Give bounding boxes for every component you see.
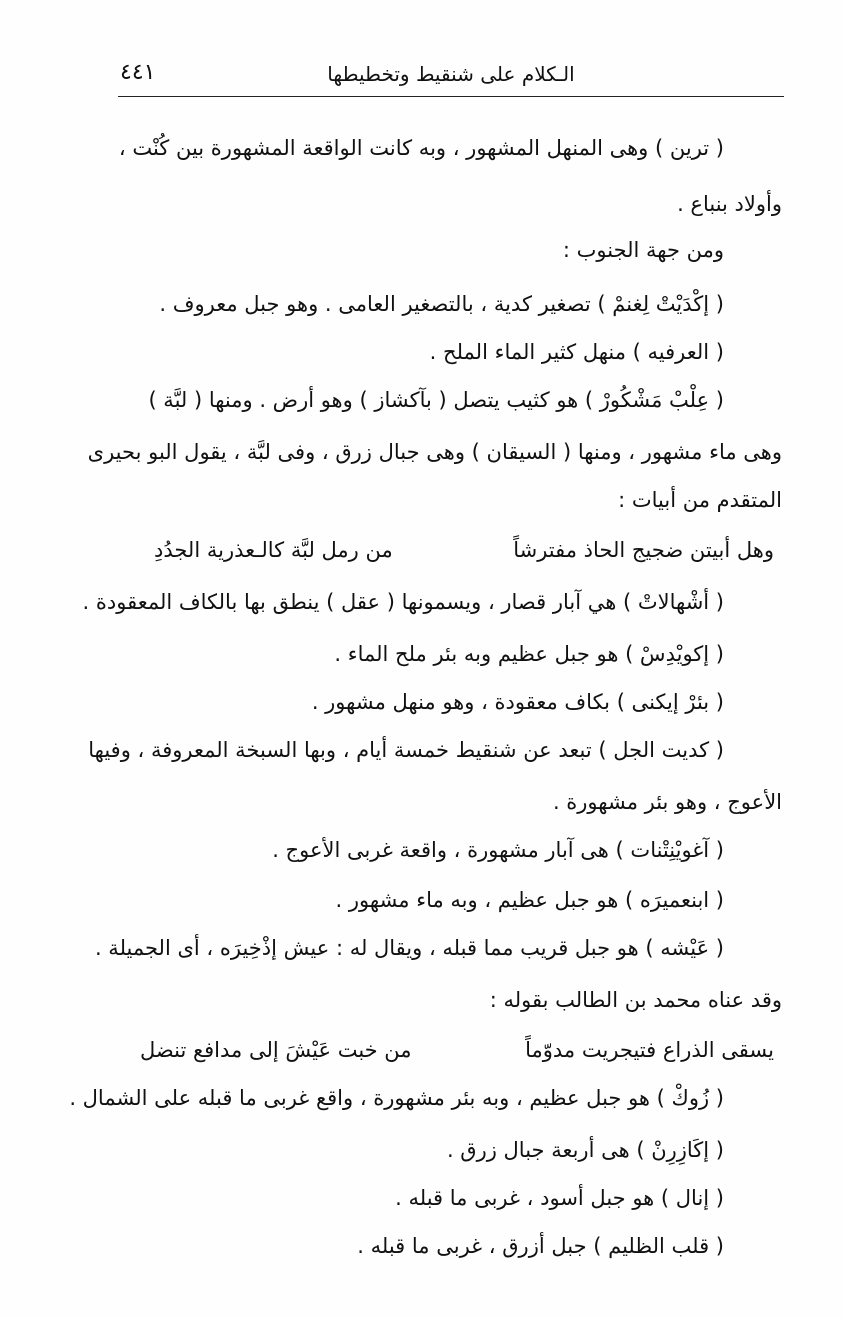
page-header (118, 58, 784, 98)
page-number: ٤٤١ (120, 60, 156, 85)
running-title: الـكلام على شنقيط وتخطيطها (327, 62, 575, 86)
text-line: الأعوج ، وهو بئر مشهورة . (552, 790, 782, 814)
text-line: ( إنال ) هو جبل أسود ، غربى ما قبله . (395, 1186, 724, 1210)
text-line: ( ابنعميرَه ) هو جبل عظيم ، وبه ماء مشهور . (335, 888, 724, 912)
verse-hemistich-left: من رمل لبَّة كالـعذرية الجدُدِ (154, 538, 393, 562)
text-line: ( أشْهالاتْ ) هي آبار قصار ، ويسمونها ( عقل ) ينطق بها بالكاف المعقودة . (82, 590, 724, 614)
text-line: ومن جهة الجنوب : (562, 238, 724, 262)
text-line: ( بئرْ إيكنى ) بكاف معقودة ، وهو منهل مشهور . (311, 690, 724, 714)
text-line: ( عَيْشه ) هو جبل قريب مما قبله ، ويقال له : عيش إذْخِيرَه ، أى الجميلة . (94, 936, 724, 960)
verse-hemistich-right: يسقى الذراع فتيجريت مدوّماً (525, 1038, 774, 1062)
text-line: ( كديت الجل ) تبعد عن شنقيط خمسة أيام ، وبها السبخة المعروفة ، وفيها (88, 738, 724, 762)
text-line: ( إكَازِرِنْ ) هى أربعة جبال زرق . (446, 1138, 724, 1162)
header-rule (118, 96, 784, 97)
text-line: ( زُوكْ ) هو جبل عظيم ، وبه بئر مشهورة ، واقع غربى ما قبله على الشمال . (69, 1086, 724, 1110)
text-line: وقد عناه محمد بن الطالب بقوله : (489, 988, 782, 1012)
text-line: ( إكويْدِسْ ) هو جبل عظيم وبه بئر ملح الماء . (334, 642, 724, 666)
text-line: ( ترين ) وهى المنهل المشهور ، وبه كانت الواقعة المشهورة بين كُنْت ، (118, 136, 724, 160)
text-line: ( عِلْبْ مَشْكُورْ ) هو كثيب يتصل ( بآكشاز ) وهو أرض . ومنها ( لبَّة ) (148, 388, 724, 412)
text-line: ( إكْدَيْتْ لِغنمْ ) تصغير كدية ، بالتصغير العامى . وهو جبل معروف . (159, 292, 724, 316)
text-line: وهى ماء مشهور ، ومنها ( السيقان ) وهى جبال زرق ، وفى لبَّة ، يقول البو بحيرى (87, 440, 782, 464)
text-line: ( آغويْنِتْنات ) هى آبار مشهورة ، واقعة غربى الأعوج . (272, 838, 724, 862)
text-line: وأولاد بنباع . (677, 192, 782, 216)
verse-hemistich-right: وهل أبيتن ضجيج الحاذ مفترشاً (513, 538, 774, 562)
verse-hemistich-left: من خبت عَيْشَ إلى مدافع تنضل (140, 1038, 412, 1062)
text-line: ( قلب الظليم ) جبل أزرق ، غربى ما قبله . (357, 1234, 724, 1258)
text-line: ( العرفيه ) منهل كثير الماء الملح . (429, 340, 724, 364)
text-line: المتقدم من أبيات : (618, 488, 782, 512)
